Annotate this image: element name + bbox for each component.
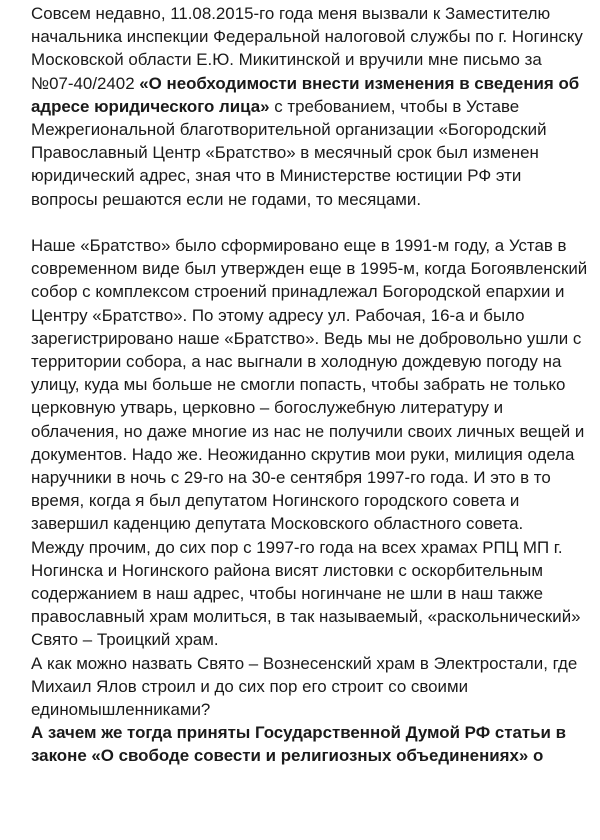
paragraph-tax-letter-text-start: Совсем недавно, 11.08.2015-го года меня вызвали к Заместителю начальника инспекции Федеральной налоговой службы по г. Ногинску Московской области Е.Ю. Микитинской и вручили мне письмо за №07-40/2402 [31, 4, 583, 93]
paragraph-elektrostal-church: А как можно назвать Свято – Вознесенский храм в Электростали, где Михаил Ялов строил и до сих пор его строит со своими единомышленниками? [31, 653, 578, 720]
paragraph-brotherhood-history: Наше «Братство» было сформировано еще в 1991-м году, а Устав в современном виде был утвержден еще в 1995-м, когда Богоявленский собор с комплексом строений принадлежал Богородской епархии и Центру «Братство». По этому адресу ул. Рабочая, 16-а и было зарегистрировано наше «Братство». Ведь мы не добровольно ушли с территории собора, а нас выгнали в холодную дождевую погоду на улицу, куда мы больше не смогли попасть, чтобы забрать не только церковную утварь, церковно – богослужебную литературу и облачения, но даже многие из нас не получили своих личных вещей и документов. Надо же. Неожиданно скрутив мои руки, милиция одела наручники в ночь с 29-го на 30-е сентября 1997-го года. И это в то время, когда я был депутатом Ногинского городского совета и завершил каденцию депутата Московского областного совета. [31, 236, 588, 534]
duma-question-bold: А зачем же тогда приняты Государственной Думой РФ статьи в законе «О свободе совести и религиозных объединениях» о [31, 723, 567, 766]
paragraph-spacer [31, 211, 588, 234]
letter-subject-bold: «О необходимости внести изменения в сведения об адресе юридического лица» [31, 73, 580, 116]
paragraph-tax-letter [31, 2, 588, 211]
paragraph-duma-question [31, 721, 588, 767]
paragraph-tax-letter-text-end: с требованием, чтобы в Уставе Межрегиональной благотворительной организации «Богородский Православный Центр «Братство» в месячный срок был изменен юридический адрес, зная что в Министерстве юстиции РФ эти вопросы решаются если не годами, то месяцами. [31, 96, 547, 209]
paragraph-leaflets: Между прочим, до сих пор с 1997-го года на всех храмах РПЦ МП г. Ногинска и Ногинского района висят листовки с оскорбительным содержанием в наш адрес, чтобы ногинчане не шли в наш также православный храм молиться, в так называемый, «раскольнический» Свято – Троицкий храм. [31, 537, 581, 650]
